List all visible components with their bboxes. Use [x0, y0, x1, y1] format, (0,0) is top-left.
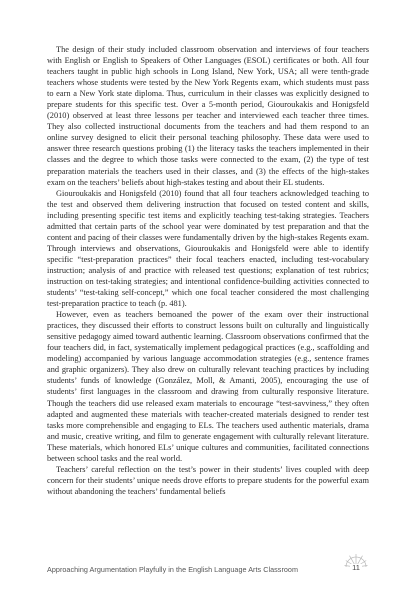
- body-paragraph-1: The design of their study included classroom observation and interviews of four teachers with English or English to Speakers of Other Languages (ESOL) certificates or both. All four teachers taught in public high schools in Long Island, New York, USA; all were tenth-grade teachers whose students were tested by the New York Regents exam, which students must pass to earn a New York state diploma. Thus, curriculum in their classes was explicitly designed to prepare students for this specific test. Over a 5-month period, Giouroukakis and Honigsfeld (2010) observed at least three lessons per teacher and interviewed each teacher three times. They also collected instructional documents from the teachers and had them respond to an online survey designed to elicit their personal teaching philosophy. These data were used to answer three research questions probing (1) the literacy tasks the teachers implemented in their classes and the degree to which those tasks were connected to the exam, (2) the type of test preparation materials the teachers used in their classes, and (3) the effects of the high-stakes exam on the teachers’ beliefs about high-stakes testing and about their EL students.: [47, 45, 369, 187]
- body-paragraph-2: Giouroukakis and Honigsfeld (2010) found that all four teachers acknowledged teaching to the test and observed them delivering instruction that focused on tested content and skills, including presenting specific test items and explicitly teaching test-taking strategies. Teachers admitted that certain parts of the school year were dominated by test preparation and that the content and pacing of their classes were fundamentally driven by the high-stakes Regents exam. Through interviews and observations, Giouroukakis and Honigsfeld were able to identify specific “test-preparation practices” their focal teachers enacted, including test-vocabulary instruction; analysis of and practice with released test questions; explanation of test rubrics; instruction on test-taking strategies; and intentional confidence-building activities connected to students’ “test-taking self-concept,” which one focal teacher considered the most challenging test-preparation practice to teach (p. 481).: [47, 188, 369, 309]
- page-body: [47, 44, 369, 497]
- body-paragraph-4: Teachers’ careful reflection on the test’s power in their students’ lives coupled with deep concern for their students’ unique needs drove efforts to prepare students for the powerful exam without abandoning the teachers’ fundamental beliefs: [47, 464, 369, 496]
- page-footer: [47, 557, 369, 581]
- page-number: 11: [352, 563, 360, 572]
- body-paragraph-3: However, even as teachers bemoaned the power of the exam over their instructional practices, they discussed their efforts to construct lessons built on culturally and linguistically sensitive pedagogy aimed toward authentic learning. Classroom observations confirmed that the four teachers did, in fact, systematically implement pedagogical practices (e.g., scaffolding and modeling) accompanied by various language accommodation strategies (e.g., sentence frames and graphic organizers). They also drew on culturally relevant teaching practices by including students’ funds of knowledge (González, Moll, & Amanti, 2005), encouraging the use of students’ first languages in the classroom and drawing from culturally responsive literature. Though the teachers did use released exam materials to encourage “test-savviness,” they often adapted and augmented these materials with teacher-created materials designed to render test tasks more comprehensible and engaging to ELs. The teachers used authentic materials, drama and music, creative writing, and film to generate engagement with culturally relevant literature. These materials, which honored ELs’ unique cultures and communities, facilitated connections between school tasks and the real world.: [47, 310, 369, 463]
- running-title: Approaching Argumentation Playfully in the English Language Arts Classroom: [47, 565, 299, 574]
